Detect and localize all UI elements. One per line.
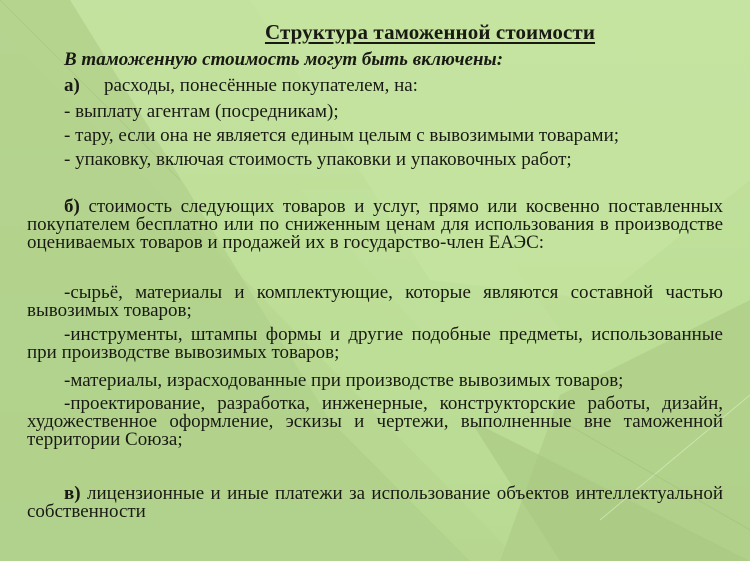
section-c-lead: лицензионные и иные платежи за использование объектов интеллектуальной собственности [27,483,723,522]
section-a-lead-line [64,75,418,97]
section-b-item: -материалы, израсходованные при производстве вывозимых товаров; [64,370,624,391]
slide-title: Структура таможенной стоимости [264,20,596,44]
section-a-item: - выплату агентам (посредникам); [64,101,339,122]
section-b-item: -сырьё, материалы и комплектующие, которые являются составной частью вывозимых товаров; [27,282,723,321]
section-c-marker: в) [64,483,81,504]
section-a-item: - тару, если она не является единым целым с вывозимыми товарами; [64,125,620,146]
section-a-lead: расходы, понесённые покупателем, на: [104,75,418,96]
section-b-lead: стоимость следующих товаров и услуг, прямо или косвенно поставленных покупателем бесплатно или по сниженным ценам для использования в производстве оцениваемых товаров и продажей их в государство-член ЕАЭС: [27,196,723,253]
section-b-marker: б) [64,196,80,217]
section-b-paragraph [27,198,723,252]
section-a-item: - упаковку, включая стоимость упаковки и упаковочных работ; [64,149,572,170]
section-b-item: -проектирование, разработка, инженерные, конструкторские работы, дизайн, художественное оформление, эскизы и чертежи, выполненные вне таможенной территории Союза; [27,393,723,450]
section-c-paragraph [27,485,723,521]
section-b-item: -инструменты, штампы формы и другие подобные предметы, использованные при производстве вывозимых товаров; [27,324,723,363]
section-a-marker: а) [64,75,80,96]
intro-text: В таможенную стоимость могут быть включены: [64,49,504,70]
